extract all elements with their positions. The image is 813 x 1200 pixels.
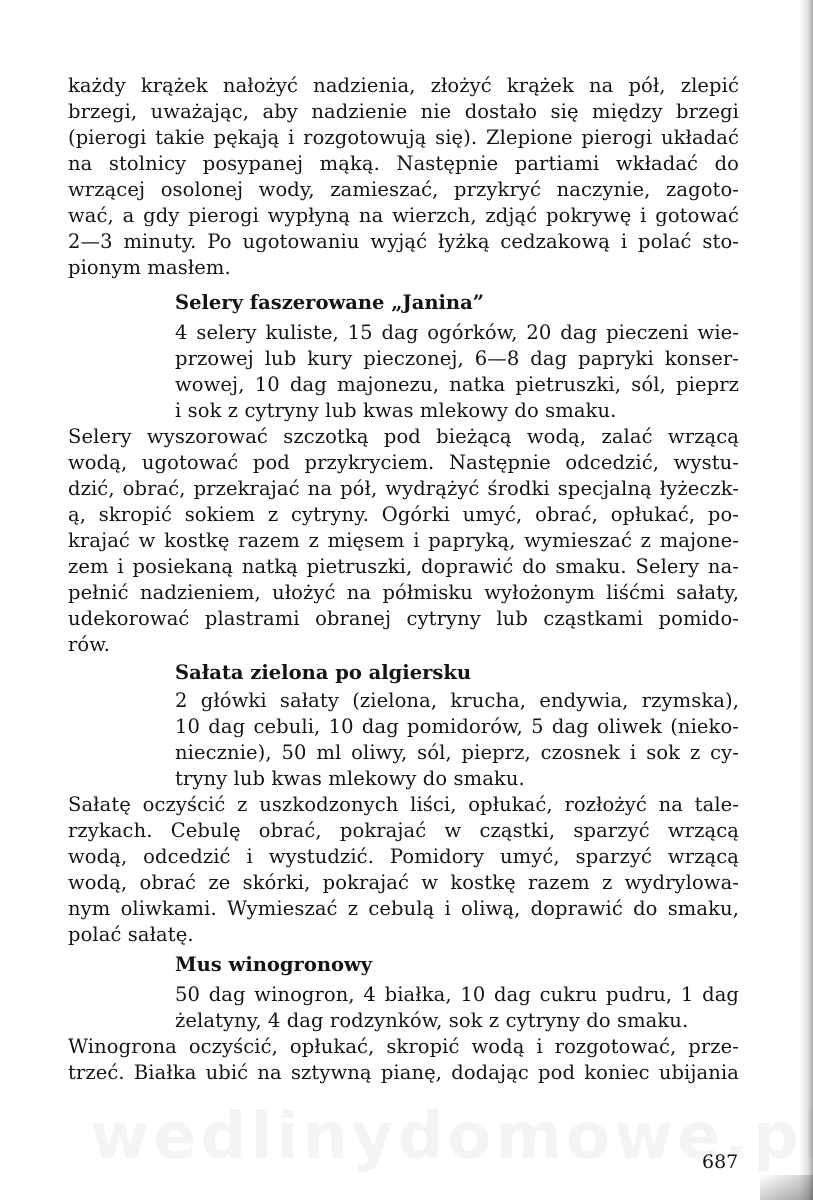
instruction-line: zem i posiekaną natką pietruszki, doprawić do smaku. Selery na- — [68, 555, 739, 578]
intro-line: brzegi, uważając, aby nadzienie nie dostało się między brzegi — [68, 100, 739, 123]
page-corner-shadow — [760, 1175, 813, 1200]
ingredient-line: 2 główki sałaty (zielona, krucha, endywia, rzymska), — [175, 689, 739, 712]
intro-line: na stolnicy posypanej mąką. Następnie partiami wkładać do — [68, 152, 739, 175]
intro-line: (pierogi takie pękają i rozgotowują się). Zlepione pierogi układać — [68, 126, 739, 149]
instruction-line: udekorować plastrami obranej cytryny lub cząstkami pomido- — [68, 607, 739, 630]
instruction-line: rów. — [68, 633, 111, 656]
instruction-line: wodą, ugotować pod przykryciem. Następnie odcedzić, wystu- — [68, 451, 739, 474]
instruction-line: krajać w kostkę razem z mięsem i papryką, wymieszać z majone- — [68, 529, 739, 552]
instruction-line: trzeć. Białka ubić na sztywną pianę, dodając pod koniec ubijania — [68, 1061, 739, 1084]
ingredient-line: przowej lub kury pieczonej, 6—8 dag papryki konser- — [175, 347, 739, 370]
ingredient-line: żelatyny, 4 dag rodzynków, sok z cytryny do smaku. — [175, 1009, 689, 1032]
recipe-title: Sałata zielona po algiersku — [175, 661, 472, 684]
instruction-line: Winogrona oczyścić, opłukać, skropić wodą i rozgotować, prze- — [68, 1035, 739, 1058]
intro-line: pionym masłem. — [68, 256, 231, 279]
watermark — [90, 1100, 710, 1174]
intro-line: każdy krążek nałożyć nadzienia, złożyć krążek na pół, zlepić — [68, 74, 739, 97]
ingredient-line: i sok z cytryny lub kwas mlekowy do smaku. — [175, 399, 617, 422]
intro-line: wać, a gdy pierogi wypłyną na wierzch, zdjąć pokrywę i gotować — [68, 204, 739, 227]
instruction-line: Selery wyszorować szczotką pod bieżącą wodą, zalać wrzącą — [68, 425, 739, 448]
instruction-line: pełnić nadzieniem, ułożyć na półmisku wyłożonym liśćmi sałaty, — [68, 581, 739, 604]
recipe-title: Mus winogronowy — [175, 953, 373, 976]
ingredient-line: 50 dag winogron, 4 białka, 10 dag cukru pudru, 1 dag — [175, 983, 739, 1006]
ingredient-line: 4 selery kuliste, 15 dag ogórków, 20 dag pieczeni wie- — [175, 321, 739, 344]
instruction-line: polać sałatę. — [68, 923, 194, 946]
instruction-line: nym oliwkami. Wymieszać z cebulą i oliwą, doprawić do smaku, — [68, 897, 739, 920]
page-edge-shadow — [799, 0, 813, 1200]
instruction-line: Sałatę oczyścić z uszkodzonych liści, opłukać, rozłożyć na tale- — [68, 793, 739, 816]
ingredient-line: tryny lub kwas mlekowy do smaku. — [175, 767, 525, 790]
recipe-title: Selery faszerowane „Janina” — [175, 291, 484, 314]
instruction-line: dzić, obrać, przekrajać na pół, wydrążyć środki specjalną łyżeczk- — [68, 477, 739, 500]
instruction-line: wodą, odcedzić i wystudzić. Pomidory umyć, sparzyć wrzącą — [68, 845, 739, 868]
ingredient-line: niecznie), 50 ml oliwy, sól, pieprz, czosnek i sok z cy- — [175, 741, 739, 764]
ingredient-line: wowej, 10 dag majonezu, natka pietruszki, sól, pieprz — [175, 373, 739, 396]
instruction-line: ą, skropić sokiem z cytryny. Ogórki umyć, obrać, opłukać, po- — [68, 503, 739, 526]
intro-line: wrzącej osolonej wody, zamieszać, przykryć naczynie, zagoto- — [68, 178, 739, 201]
instruction-line: rzykach. Cebulę obrać, pokrajać w cząstki, sparzyć wrzącą — [68, 819, 739, 842]
intro-line: 2—3 minuty. Po ugotowaniu wyjąć łyżką cedzakową i polać sto- — [68, 230, 739, 253]
ingredient-line: 10 dag cebuli, 10 dag pomidorów, 5 dag oliwek (nieko- — [175, 715, 739, 738]
page-number: 687 — [702, 1151, 739, 1173]
instruction-line: wodą, obrać ze skórki, pokrajać w kostkę razem z wydrylowa- — [68, 871, 739, 894]
